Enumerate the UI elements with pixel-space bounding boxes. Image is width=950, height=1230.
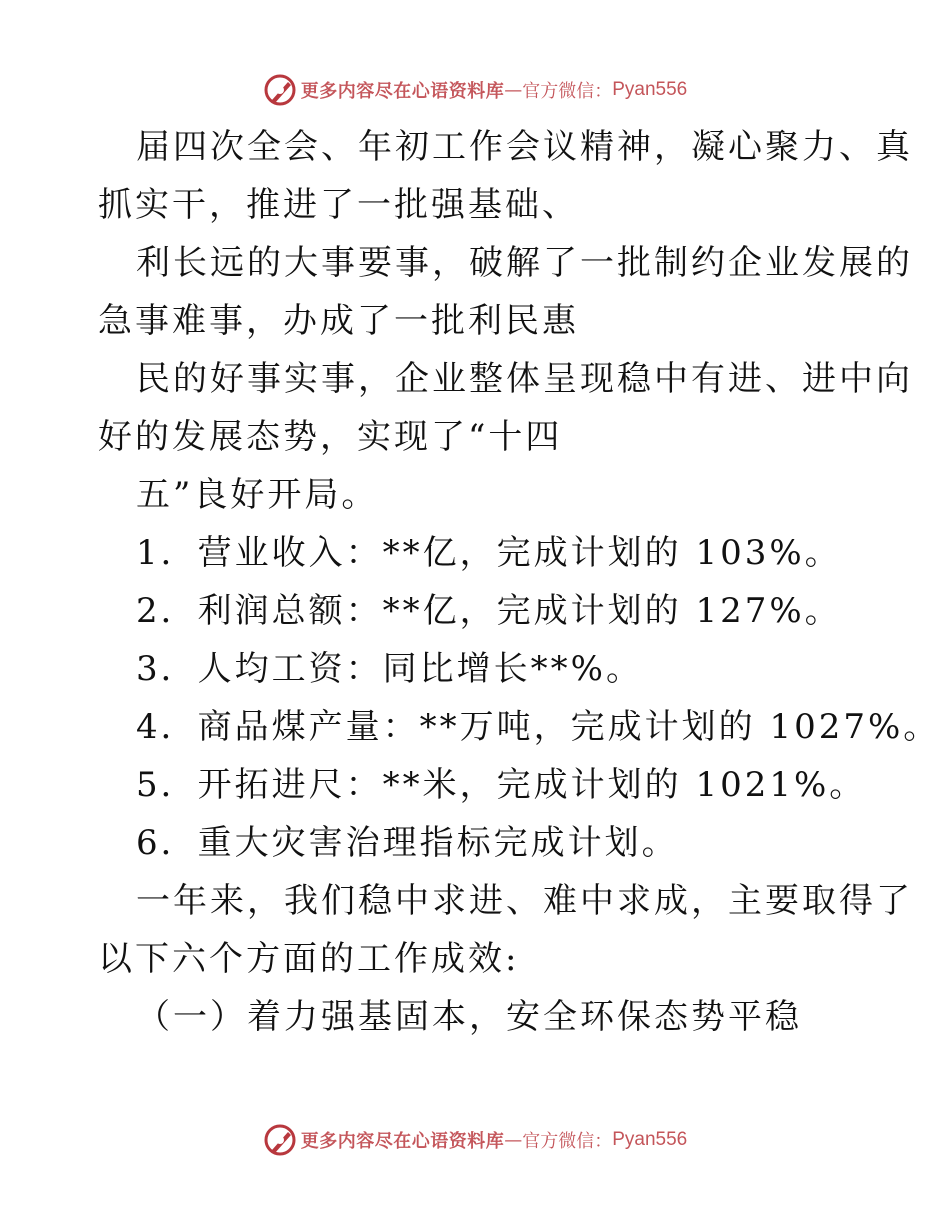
list-item: 2．利润总额：**亿，完成计划的 127%。 [136, 591, 842, 631]
footer-watermark [0, 1120, 950, 1160]
watermark-title: 更多内容尽在心语资料库 [300, 81, 505, 102]
list-item: 4．商品煤产量：**万吨，完成计划的 1027%。 [136, 707, 941, 747]
text-line: 民的好事实事，企业整体呈现稳中有进、进中向 [136, 359, 913, 399]
text-line: 五”良好开局。 [136, 475, 379, 515]
section-heading: （一）着力强基固本，安全环保态势平稳 [136, 997, 802, 1037]
watermark-label: 官方微信： [522, 81, 613, 102]
text-line: 利长远的大事要事，破解了一批制约企业发展的 [136, 243, 913, 283]
list-item: 1．营业收入：**亿，完成计划的 103%。 [136, 533, 842, 573]
list-item: 6．重大灾害治理指标完成计划。 [136, 823, 679, 863]
pen-logo-icon [263, 1123, 297, 1157]
pen-logo-icon [263, 73, 297, 107]
text-line: 急事难事，办成了一批利民惠 [98, 301, 579, 341]
text-line: 一年来，我们稳中求进、难中求成，主要取得了 [136, 881, 913, 921]
header-watermark [0, 70, 950, 110]
list-item: 5．开拓进尺：**米，完成计划的 1021%。 [136, 765, 867, 805]
text-line: 好的发展态势，实现了“十四 [98, 417, 563, 457]
watermark-id: Pyan556 [612, 79, 688, 100]
list-item: 3．人均工资：同比增长**%。 [136, 649, 643, 689]
watermark-title: 更多内容尽在心语资料库 [300, 1131, 505, 1152]
text-line: 以下六个方面的工作成效: [98, 939, 520, 979]
text-line: 届四次全会、年初工作会议精神，凝心聚力、真 [136, 127, 913, 167]
watermark-id: Pyan556 [612, 1129, 688, 1150]
watermark-dash: — [504, 79, 523, 101]
watermark-label: 官方微信： [522, 1131, 613, 1152]
text-line: 抓实干，推进了一批强基础、 [98, 185, 579, 225]
watermark-dash: — [504, 1129, 523, 1151]
document-body [98, 118, 941, 1046]
